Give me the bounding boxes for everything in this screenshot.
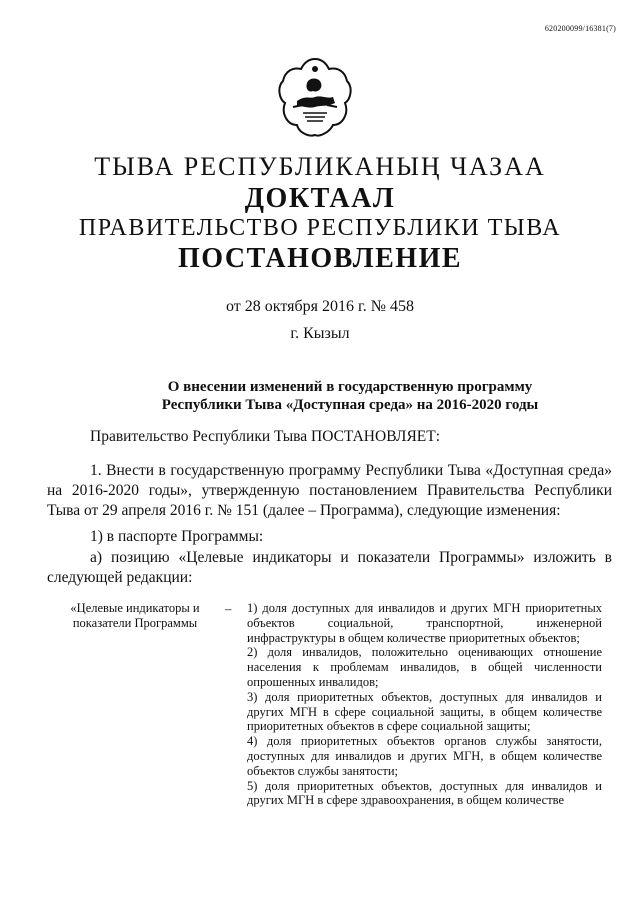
header-russian-government: ПРАВИТЕЛЬСТВО РЕСПУБЛИКИ ТЫВА <box>78 215 562 241</box>
document-city: г. Кызыл <box>290 325 350 342</box>
indicator-item: 3) доля приоритетных объектов, доступных для инвалидов и других МГН в сфере социальной защиты, в общем количестве приоритетных объектов в сфере социальной защиты; <box>247 689 602 734</box>
table-dash: – <box>225 601 232 616</box>
document-date: от 28 октября 2016 г. № 458 <box>225 298 414 315</box>
header-tuvan-government: ТЫВА РЕСПУБЛИКАНЫҢ ЧАЗАА <box>94 152 546 181</box>
document-title <box>80 378 620 414</box>
indicator-item: 1) доля доступных для инвалидов и других МГН приоритетных объектов социальной, транспортной, инженерной инфраструктуры в общем количестве приоритетных объектов; <box>247 601 602 645</box>
table-left-label: «Целевые индикаторы и показатели Программы <box>70 601 200 630</box>
title-line-2: Республики Тыва «Доступная среда» на 2016-2020 годы <box>161 397 539 413</box>
indicator-item: 2) доля инвалидов, положительно оценивающих отношение населения к проблемам инвалидов, в общей численности опрошенных инвалидов; <box>247 645 602 689</box>
indicator-item: 4) доля приоритетных объектов органов службы занятости, доступных для инвалидов и других МГН, в общем количестве объектов службы занятости; <box>247 734 602 778</box>
subpoint-a: а) позицию «Целевые индикаторы и показатели Программы» изложить в следующей редакции: <box>47 549 612 586</box>
indicator-item: 5) доля приоритетных объектов, доступных для инвалидов и других МГН в сфере здравоохранения, в общем количестве <box>247 778 602 808</box>
title-line-1: О внесении изменений в государственную программу <box>167 379 533 395</box>
tuva-coat-of-arms-icon <box>277 55 353 141</box>
document-id: 620200099/16381(7) <box>544 24 616 33</box>
decree-line: Правительство Республики Тыва ПОСТАНОВЛЯЕТ: <box>90 428 441 445</box>
header-tuvan-doctaal: ДОКТААЛ <box>244 183 396 214</box>
header-russian-decree: ПОСТАНОВЛЕНИЕ <box>177 243 463 274</box>
subpoint-1: 1) в паспорте Программы: <box>90 528 264 545</box>
paragraph-1: 1. Внести в государственную программу Республики Тыва «Доступная среда» на 2016-2020 годы», утвержденную постановлением Правительства Республики Тыва от 29 апреля 2016 г. № 151 (далее – Программа), следующие изменения: <box>47 462 612 519</box>
table-indicators <box>247 601 602 808</box>
